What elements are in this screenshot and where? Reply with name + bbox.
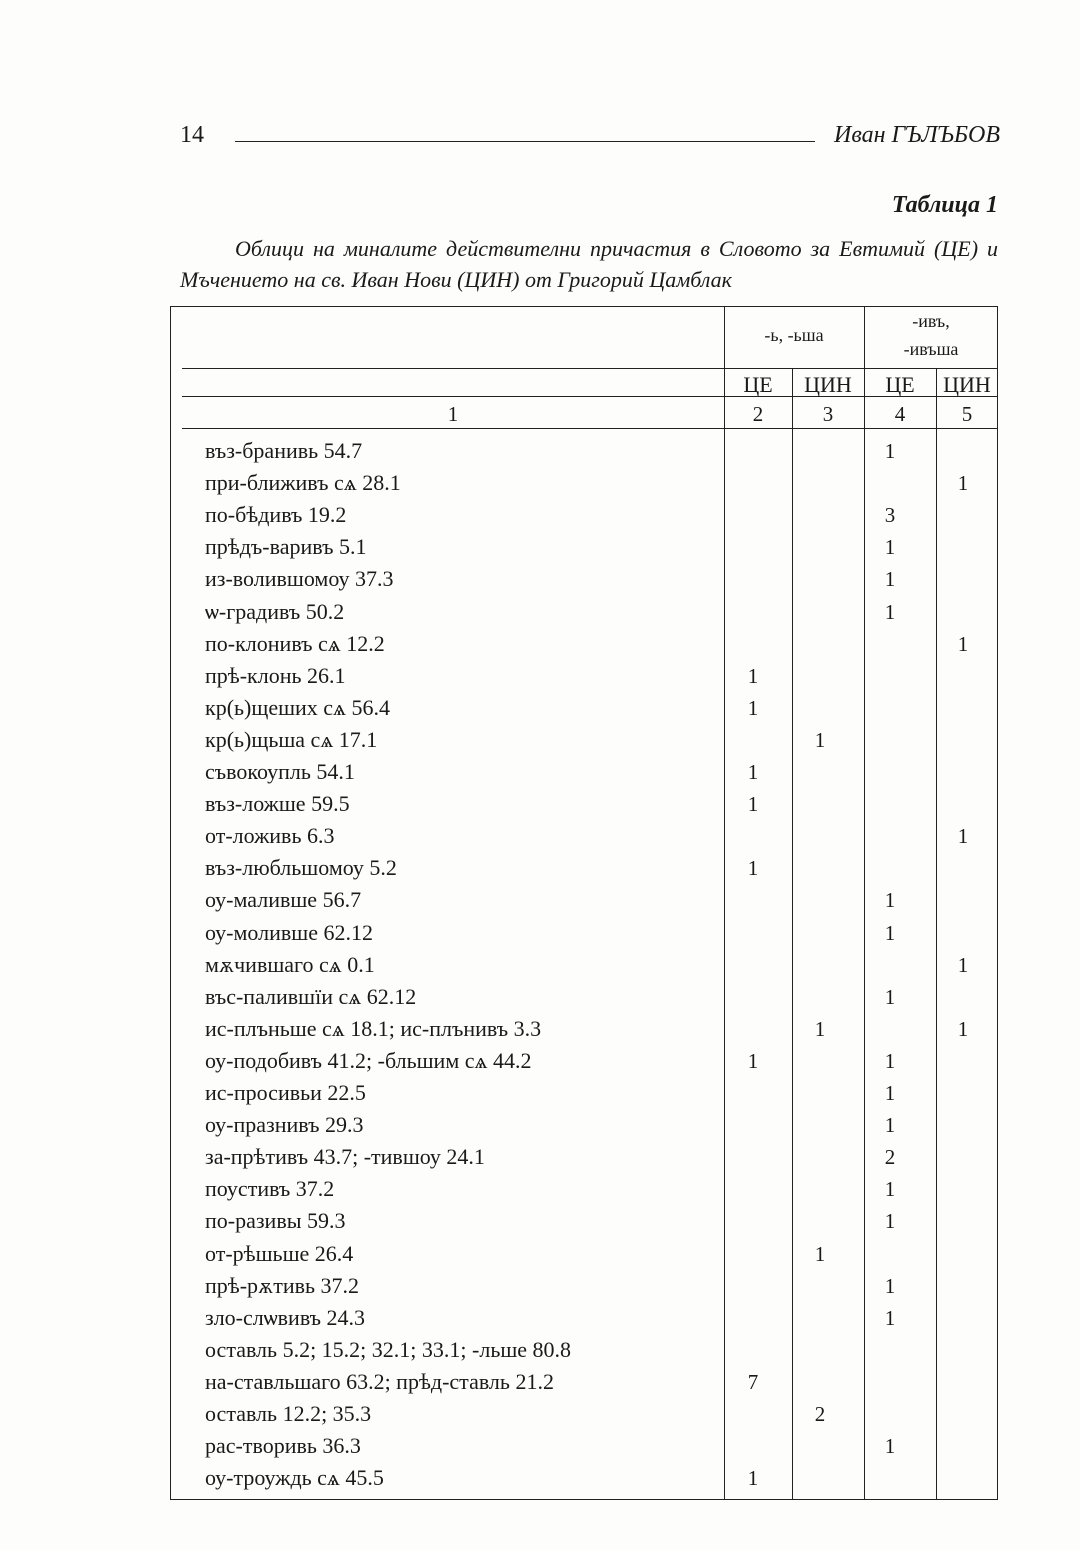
- table-row: [0, 1142, 1000, 1174]
- row-word-form: оставль 5.2; 15.2; 32.1; 33.1; -льше 80.8: [205, 1336, 572, 1362]
- row-word-form: рас-творивь 36.3: [205, 1433, 361, 1459]
- row-word-form: поустивъ 37.2: [205, 1176, 335, 1202]
- row-word-form: ис-плъньше сѧ 18.1; ис-плънивъ 3.3: [205, 1015, 542, 1041]
- row-count-c4: 1: [884, 1048, 896, 1073]
- row-word-form: въз-бранивь 54.7: [205, 438, 363, 463]
- row-count-c2: 1: [747, 695, 759, 720]
- table-row: [0, 1206, 1000, 1238]
- table-row: [0, 1303, 1000, 1335]
- col-number-4: 4: [894, 402, 906, 426]
- row-count-c4: 1: [884, 920, 896, 945]
- table-row: [0, 1046, 1000, 1078]
- table-row: [0, 500, 1000, 532]
- row-word-form: от-рѣшьше 26.4: [205, 1240, 354, 1266]
- row-count-c4: 1: [884, 1209, 896, 1234]
- row-divider: [182, 428, 998, 429]
- row-word-form: оу-моливше 62.12: [205, 919, 373, 945]
- col-header-2: ЦЕ: [743, 372, 773, 397]
- row-word-form: за-прѣтивъ 43.7; -тившоу 24.1: [205, 1144, 485, 1170]
- table-row: [0, 853, 1000, 885]
- row-word-form: оу-празнивъ 29.3: [205, 1112, 364, 1138]
- row-count-c4: 1: [884, 1305, 896, 1330]
- col-header-3: ЦИН: [804, 372, 852, 397]
- row-word-form: прѣ-рѫтивь 37.2: [205, 1272, 360, 1298]
- row-word-form: прѣ-клонь 26.1: [205, 662, 346, 688]
- row-count-c4: 1: [884, 567, 896, 592]
- row-word-form: от-ложивь 6.3: [205, 823, 335, 849]
- row-word-form: на-ставльшаго 63.2; прѣд-ставль 21.2: [205, 1368, 554, 1394]
- row-count-c4: 1: [884, 1434, 896, 1459]
- row-count-c2: 1: [747, 760, 759, 784]
- running-head: [180, 120, 1000, 160]
- header-group-2-line1: -ивъ,: [912, 311, 950, 331]
- table-row: [0, 757, 1000, 789]
- row-count-c4: 1: [884, 439, 896, 463]
- col-number-5: 5: [961, 402, 973, 426]
- table-row: [0, 1078, 1000, 1110]
- table-row: [0, 532, 1000, 564]
- table-row: [0, 725, 1000, 757]
- table-row: [0, 789, 1000, 821]
- header-group-2-line2: -ивъша: [903, 339, 959, 359]
- row-word-form: по-бѣдивъ 19.2: [205, 502, 347, 528]
- row-count-c4: 3: [884, 503, 896, 528]
- table-row: [0, 661, 1000, 693]
- table-row: [0, 1271, 1000, 1303]
- table-row: [0, 821, 1000, 853]
- table-row: [0, 436, 1000, 468]
- table-row: [0, 1239, 1000, 1271]
- row-word-form: въс-палившїи сѧ 62.12: [205, 983, 417, 1009]
- row-divider: [182, 368, 998, 369]
- row-count-c2: 1: [747, 792, 759, 817]
- row-word-form: прѣдъ-варивъ 5.1: [205, 534, 367, 560]
- table-row: [0, 1174, 1000, 1206]
- row-count-c4: 1: [884, 984, 896, 1009]
- col-header-4: ЦЕ: [885, 372, 915, 397]
- header-rule: [235, 141, 815, 142]
- table-title: Таблица 1: [891, 192, 998, 218]
- table-row: [0, 1399, 1000, 1431]
- row-word-form: съвокоупль 54.1: [205, 759, 355, 784]
- row-word-form: по-разивы 59.3: [205, 1208, 346, 1234]
- table-row: [0, 950, 1000, 982]
- row-word-form: ѡ-градивъ 50.2: [205, 598, 345, 624]
- row-count-c4: 1: [884, 1177, 896, 1202]
- row-count-c3: 1: [814, 727, 826, 752]
- table-row: [0, 597, 1000, 629]
- row-word-form: мѫчившаго сѧ 0.1: [205, 951, 375, 977]
- table-row: [0, 629, 1000, 661]
- row-count-c4: 1: [884, 599, 896, 624]
- row-count-c3: 1: [814, 1241, 826, 1266]
- row-word-form: кр(ь)щеших сѧ 56.4: [205, 694, 391, 720]
- row-count-c2: 1: [747, 1466, 759, 1491]
- table-row: [0, 918, 1000, 950]
- row-word-form: ис-просивьи 22.5: [205, 1080, 366, 1105]
- row-count-c2: 7: [747, 1369, 759, 1394]
- row-count-c5: 1: [957, 824, 969, 849]
- table-row: [0, 1431, 1000, 1463]
- table-row: [0, 1014, 1000, 1046]
- col-header-5: ЦИН: [943, 372, 991, 397]
- table-row: [0, 693, 1000, 725]
- page-number: 14: [180, 122, 204, 148]
- row-count-c2: 1: [747, 663, 759, 688]
- row-count-c2: 1: [747, 856, 759, 881]
- row-word-form: кр(ь)щьша сѧ 17.1: [205, 726, 378, 752]
- row-word-form: оу-троуждь сѧ 45.5: [205, 1465, 384, 1491]
- row-count-c4: 2: [884, 1145, 896, 1170]
- table-row: [0, 468, 1000, 500]
- table-row: [0, 1110, 1000, 1142]
- row-count-c4: 1: [884, 1273, 896, 1298]
- table-row: [0, 982, 1000, 1014]
- row-count-c5: 1: [957, 952, 969, 977]
- header-group-1: -ь, -ьша: [764, 325, 824, 345]
- table-row: [0, 1367, 1000, 1399]
- row-count-c4: 1: [884, 1081, 896, 1105]
- row-count-c3: 2: [814, 1402, 826, 1426]
- row-word-form: оу-маливше 56.7: [205, 887, 362, 913]
- table-caption: Облици на миналите действителни причастия в Словото за Евтимий (ЦЕ) и Мъчението на св. Иван Нови (ЦИН) от Григорий Цамблак: [180, 236, 998, 292]
- row-count-c5: 1: [957, 631, 969, 656]
- row-count-c3: 1: [814, 1016, 826, 1041]
- row-word-form: въз-любльшомоу 5.2: [205, 855, 397, 881]
- row-count-c5: 1: [957, 471, 969, 496]
- running-head-author: Иван ГЪЛЪБОВ: [834, 122, 1000, 148]
- row-word-form: зло-слѡвивъ 24.3: [205, 1304, 366, 1330]
- row-count-c2: 1: [747, 1048, 759, 1073]
- row-word-form: из-волившомоу 37.3: [205, 566, 394, 592]
- row-count-c4: 1: [884, 535, 896, 560]
- row-count-c5: 1: [957, 1016, 969, 1041]
- col-number-3: 3: [822, 402, 834, 426]
- row-word-form: при-ближивъ сѧ 28.1: [205, 470, 401, 496]
- row-word-form: по-клонивъ сѧ 12.2: [205, 630, 385, 656]
- col-number-2: 2: [752, 402, 764, 426]
- table-row: [0, 1463, 1000, 1495]
- table-row: [0, 1335, 1000, 1367]
- row-word-form: оставль 12.2; 35.3: [205, 1401, 372, 1426]
- row-count-c4: 1: [884, 1113, 896, 1138]
- row-count-c4: 1: [884, 888, 896, 913]
- table-row: [0, 885, 1000, 917]
- table-row: [0, 564, 1000, 596]
- row-word-form: въз-ложше 59.5: [205, 791, 350, 817]
- col-number-1: 1: [447, 402, 459, 426]
- row-word-form: оу-подобивъ 41.2; -бльшим сѧ 44.2: [205, 1047, 532, 1073]
